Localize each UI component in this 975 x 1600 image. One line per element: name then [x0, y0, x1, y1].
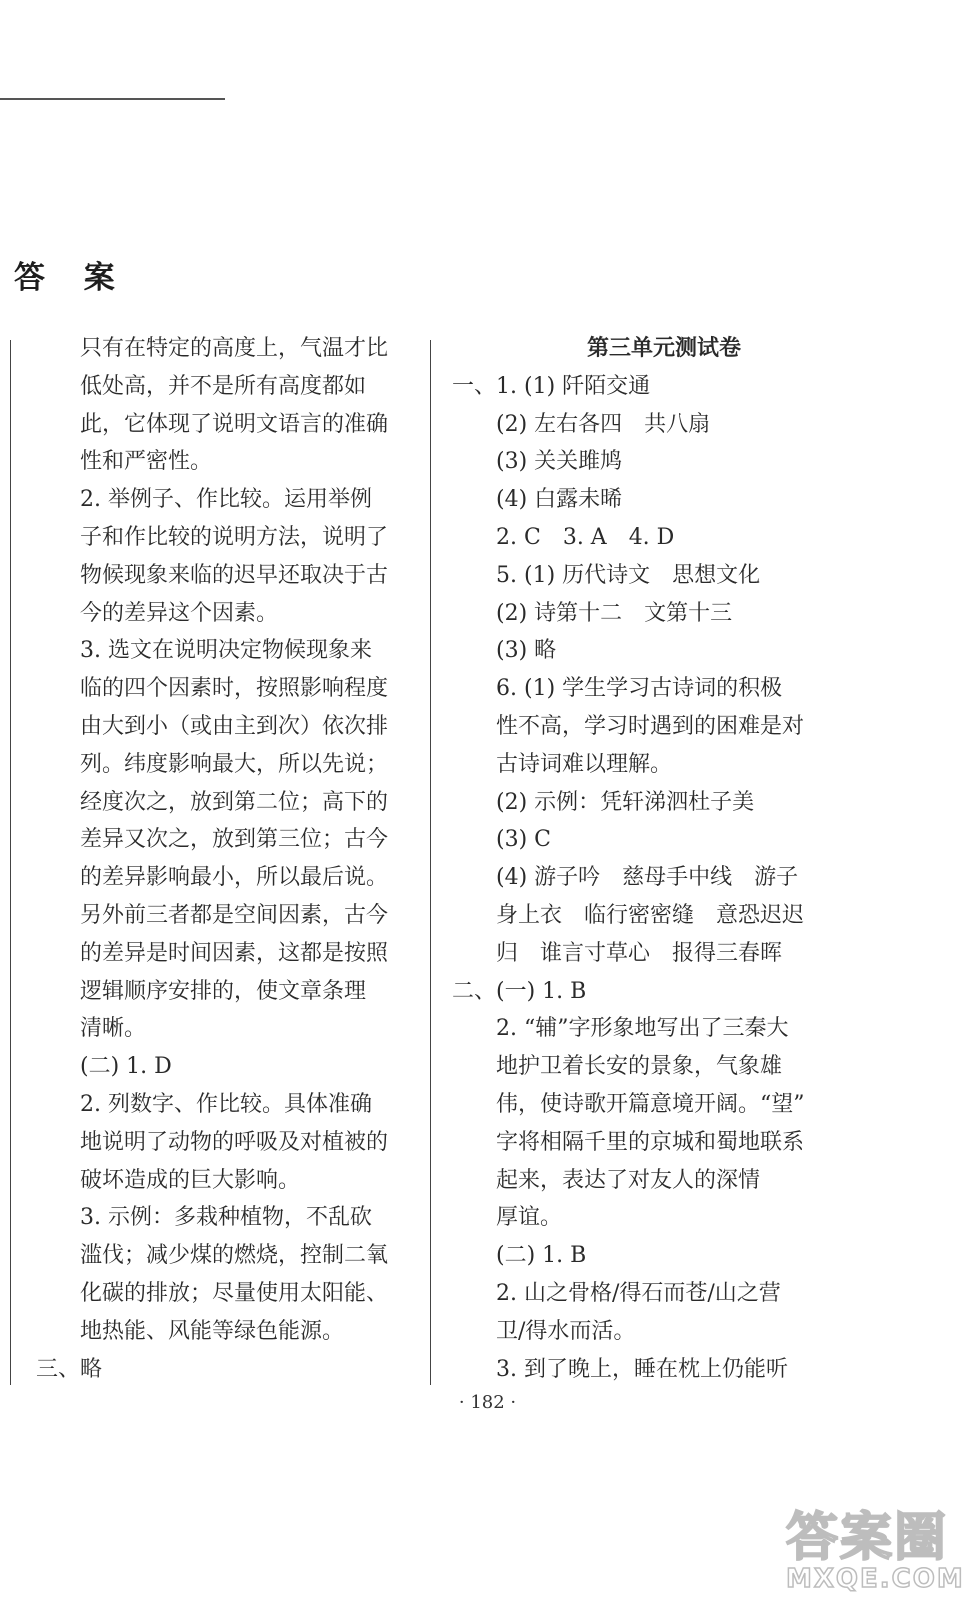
- right-answer-lines: [452, 368, 832, 1389]
- answer-line: (3) 略: [496, 638, 557, 664]
- answer-line: 逻辑顺序安排的，使文章条理: [80, 978, 367, 1004]
- answer-line: (3) 关关雎鸠: [496, 449, 623, 475]
- right-column: [452, 330, 832, 1388]
- section-title: 第三单元测试卷: [586, 335, 741, 361]
- answer-line: 5. (1) 历代诗文 思想文化: [496, 562, 761, 588]
- answer-line: 卫/得水而活。: [496, 1318, 636, 1344]
- page-title: 答 案: [14, 260, 129, 296]
- left-column: [36, 330, 416, 1388]
- answer-line: (二) 1. B: [496, 1243, 587, 1269]
- answer-line: 差异又次之，放到第三位；古今: [80, 827, 389, 853]
- answer-line: 的差异影响最小，所以最后说。: [80, 865, 389, 891]
- answer-line: 3. 示例：多栽种植物，不乱砍: [80, 1205, 372, 1231]
- answer-line: (2) 诗第十二 文第十三: [496, 600, 733, 626]
- answer-line: 清晰。: [80, 1016, 147, 1042]
- answer-line: 3. 到了晚上，睡在枕上仍能听: [496, 1356, 788, 1382]
- answer-line: 3. 选文在说明决定物候现象来: [80, 638, 372, 664]
- answer-line: 临的四个因素时，按照影响程度: [80, 676, 389, 702]
- answer-line: 三、略: [36, 1356, 103, 1382]
- answer-line: 古诗词难以理解。: [496, 751, 673, 777]
- answer-line: 厚谊。: [496, 1205, 563, 1231]
- answer-line: 子和作比较的说明方法，说明了: [80, 524, 389, 550]
- answer-line: 经度次之，放到第二位；高下的: [80, 789, 389, 815]
- answer-line: 破坏造成的巨大影响。: [80, 1167, 301, 1193]
- answer-line: (4) 游子吟 慈母手中线 游子: [496, 865, 799, 891]
- answer-line: (3) C: [496, 827, 551, 853]
- answer-line: 性不高，学习时遇到的困难是对: [496, 713, 805, 739]
- answer-line: 物候现象来临的迟早还取决于古: [80, 562, 389, 588]
- watermark-main-text: 答案圈: [786, 1508, 949, 1568]
- answer-line: 只有在特定的高度上，气温才比: [80, 336, 389, 361]
- answer-line: (2) 左右各四 共八扇: [496, 411, 711, 437]
- answer-line: 2. 列数字、作比较。具体准确: [80, 1091, 372, 1117]
- answer-line: 二、(一) 1. B: [452, 978, 587, 1004]
- answer-line: 一、1. (1) 阡陌交通: [452, 373, 651, 399]
- answer-line: 列。纬度影响最大，所以先说；: [80, 751, 389, 777]
- answer-line: 地说明了动物的呼吸及对植被的: [80, 1129, 389, 1155]
- watermark-sub-text: MXQE.COM: [786, 1564, 965, 1594]
- answer-line: 化碳的排放；尽量使用太阳能、: [80, 1280, 389, 1306]
- answer-line: 2. 山之骨格/得石而苍/山之营: [496, 1280, 781, 1306]
- answer-line: 6. (1) 学生学习古诗词的积极: [496, 676, 783, 702]
- answer-line: 归 谁言寸草心 报得三春晖: [496, 940, 783, 966]
- answer-line: (二) 1. D: [80, 1054, 172, 1080]
- answer-line: 起来，表达了对友人的深情: [496, 1167, 761, 1193]
- watermark-logo: [786, 1495, 965, 1595]
- answer-line: 性和严密性。: [80, 449, 213, 475]
- answer-line: 2. C 3. A 4. D: [496, 524, 675, 550]
- page-number: · 182 ·: [458, 1392, 517, 1413]
- answer-line: 字将相隔千里的京城和蜀地联系: [496, 1129, 805, 1155]
- column-divider: [430, 340, 431, 1385]
- answer-line: 身上衣 临行密密缝 意恐迟迟: [496, 902, 805, 928]
- answer-line: 由大到小（或由主到次）依次排: [80, 713, 389, 739]
- answer-line: 2. 举例子、作比较。运用举例: [80, 487, 372, 513]
- left-column-rule: [10, 340, 11, 1385]
- answer-line: 滥伐；减少煤的燃烧，控制二氧: [80, 1243, 389, 1269]
- answer-line: (2) 示例：凭轩涕泗杜子美: [496, 789, 755, 815]
- answer-line: 2. “辅”字形象地写出了三秦大: [496, 1016, 789, 1042]
- answer-line: (4) 白露未晞: [496, 487, 623, 513]
- answer-line: 地热能、风能等绿色能源。: [80, 1318, 345, 1344]
- answer-line: 此，它体现了说明文语言的准确: [80, 411, 389, 437]
- answer-line: 今的差异这个因素。: [80, 600, 279, 626]
- top-rule: [0, 98, 225, 100]
- answer-line: 伟，使诗歌开篇意境开阔。“望”: [496, 1091, 805, 1117]
- answer-line: 地护卫着长安的景象，气象雄: [496, 1054, 783, 1080]
- answer-line: 低处高，并不是所有高度都如: [80, 373, 367, 399]
- answer-line: 另外前三者都是空间因素，古今: [80, 902, 389, 928]
- answer-line: 的差异是时间因素，这都是按照: [80, 940, 389, 966]
